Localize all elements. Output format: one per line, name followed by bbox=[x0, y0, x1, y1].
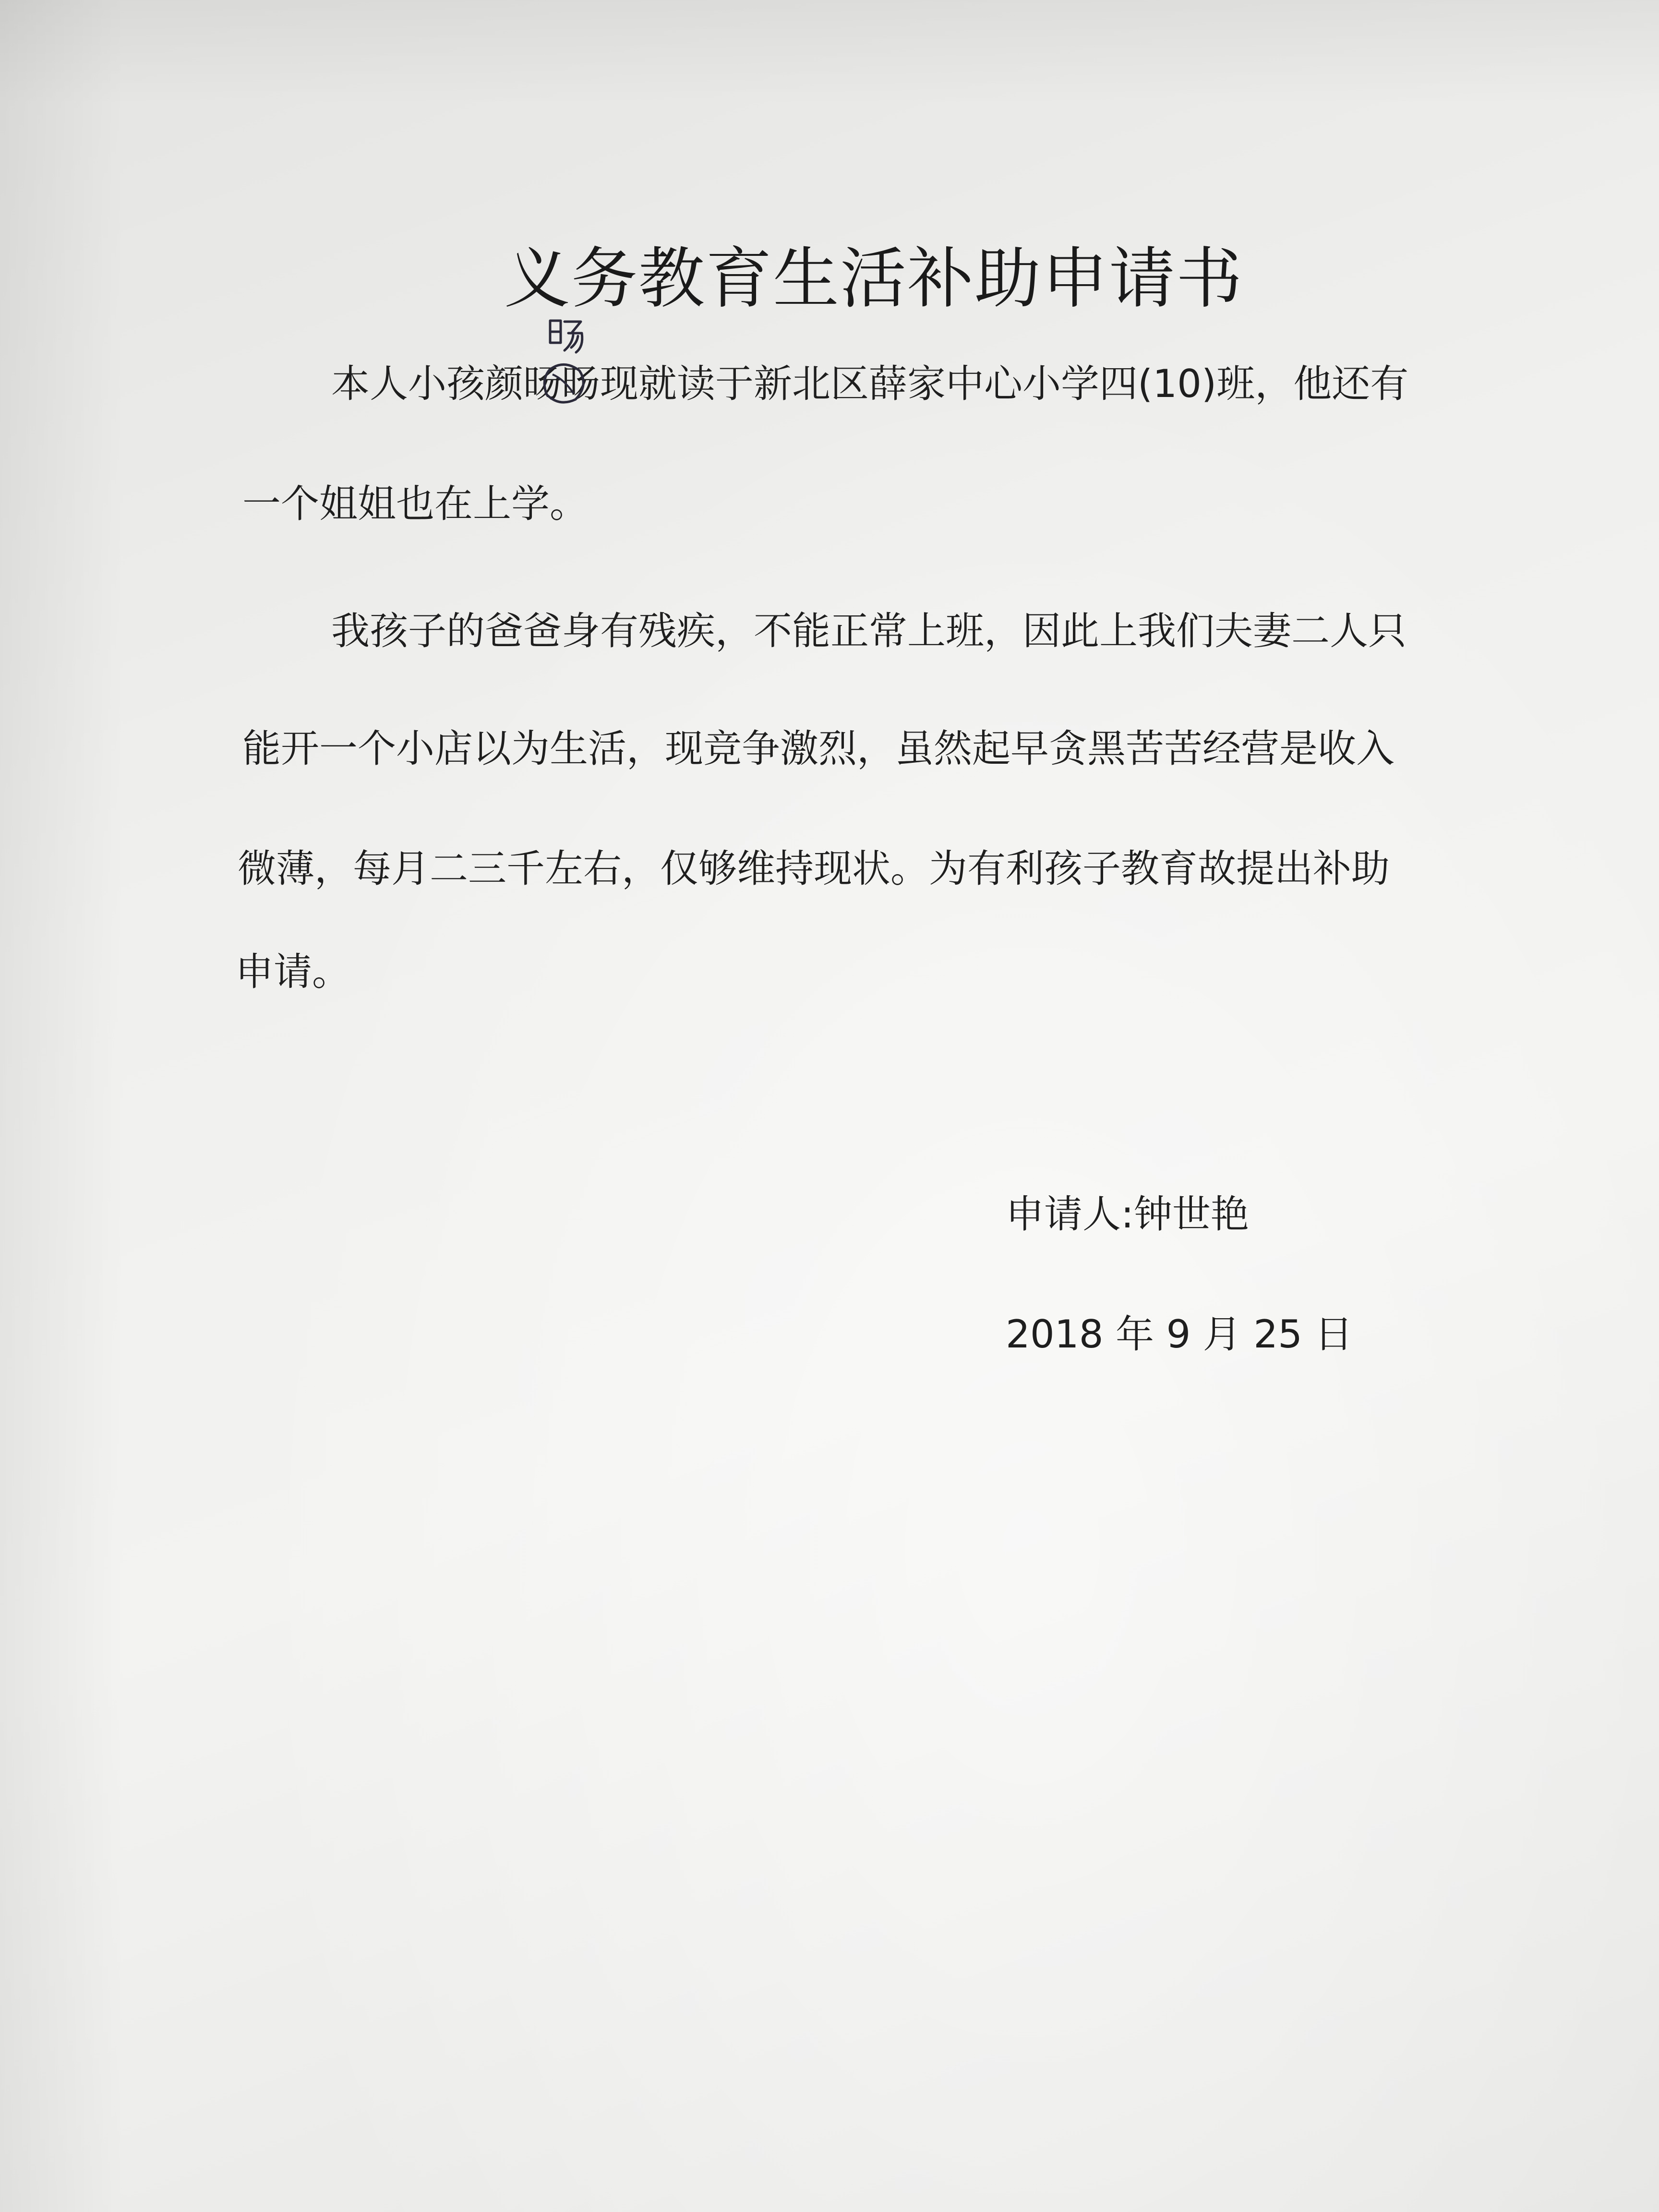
application-date: 2018 年 9 月 25 日 bbox=[1006, 1312, 1353, 1357]
paragraph-1-line-1: 本人小孩颜旸旸现就读于新北区薛家中心小学四(10)班，他还有 bbox=[331, 361, 1409, 406]
document-title: 义务教育生活补助申请书 bbox=[504, 240, 1244, 317]
paragraph-2-line-4: 申请。 bbox=[235, 950, 350, 994]
paragraph-1-line-2: 一个姐姐也在上学。 bbox=[242, 481, 588, 526]
paragraph-2-line-2: 能开一个小店以为生活，现竞争激烈，虽然起早贪黑苦苦经营是收入 bbox=[242, 726, 1395, 771]
handwritten-correction-mark bbox=[547, 312, 586, 355]
paragraph-2-line-1: 我孩子的爸爸身有残疾，不能正常上班，因此上我们夫妻二人只 bbox=[331, 609, 1407, 653]
paragraph-2-line-3: 微薄，每月二三千左右，仅够维持现状。为有利孩子教育故提出补助 bbox=[238, 846, 1390, 891]
paper-shadow-left bbox=[0, 0, 125, 2212]
crossout-circle-mark bbox=[540, 360, 588, 406]
paper-shadow-top bbox=[0, 0, 1659, 106]
applicant-signature-line: 申请人:钟世艳 bbox=[1006, 1192, 1249, 1237]
